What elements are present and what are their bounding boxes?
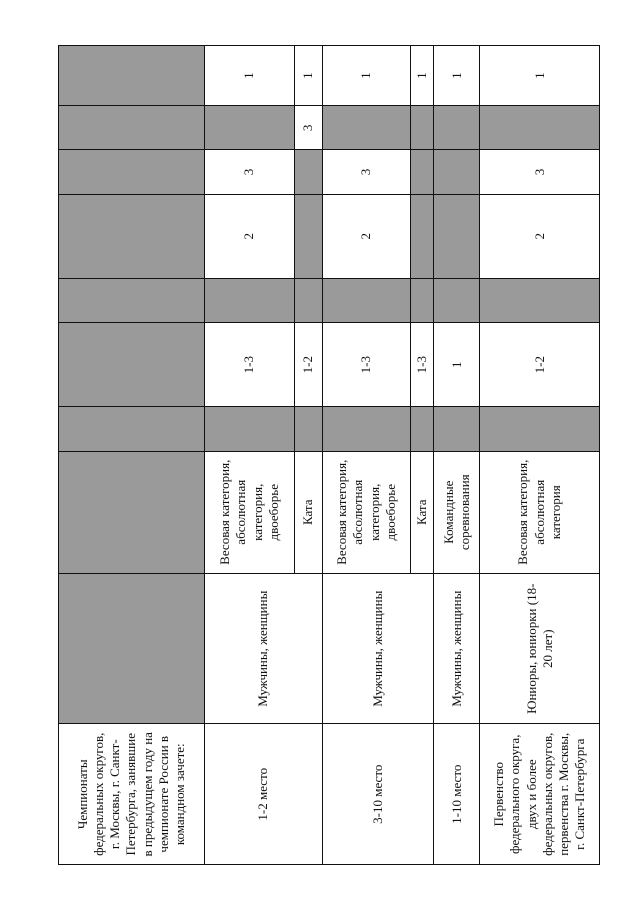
shaded-cell <box>480 278 600 322</box>
shaded-cell <box>295 407 323 451</box>
competition-table <box>58 45 600 865</box>
shaded-cell <box>480 106 600 150</box>
rotated-table-canvas <box>58 45 596 865</box>
value-cell: 3 <box>295 106 323 150</box>
shaded-cell <box>295 278 323 322</box>
discipline-cell: Командные соревнования <box>434 451 480 573</box>
group-cell: Мужчины, женщины <box>434 573 480 724</box>
discipline-cell: Весовая категория, абсолютная категория, двоеборье <box>205 451 295 573</box>
value-cell: 1 <box>205 46 295 106</box>
table-row <box>480 46 600 865</box>
shaded-cell <box>59 150 205 194</box>
shaded-cell <box>411 194 434 278</box>
value-cell: 1 <box>295 46 323 106</box>
shaded-cell <box>323 106 411 150</box>
shaded-cell <box>323 278 411 322</box>
shaded-cell <box>480 407 600 451</box>
value-cell: 1-3 <box>411 323 434 407</box>
group-cell: Юниоры, юниорки (18-20 лет) <box>480 573 600 724</box>
table-row <box>434 46 480 865</box>
shaded-cell <box>434 407 480 451</box>
value-cell: 2 <box>323 194 411 278</box>
section-header-row <box>59 46 205 865</box>
shaded-cell <box>205 407 295 451</box>
value-cell: 1 <box>434 323 480 407</box>
place-cell: 3-10 место <box>323 724 434 865</box>
shaded-cell <box>411 278 434 322</box>
group-cell: Мужчины, женщины <box>205 573 323 724</box>
shaded-cell <box>205 106 295 150</box>
value-cell: 2 <box>480 194 600 278</box>
value-cell: 3 <box>480 150 600 194</box>
shaded-cell <box>434 106 480 150</box>
discipline-cell: Весовая категория, абсолютная категория <box>480 451 600 573</box>
shaded-cell <box>59 573 205 724</box>
place-cell: 1-2 место <box>205 724 323 865</box>
shaded-cell <box>411 150 434 194</box>
shaded-cell <box>59 194 205 278</box>
place-cell: Первенство федерального округа, двух и более федеральных округов, первенства г. Москвы, г. Санкт-Петербурга <box>480 724 600 865</box>
value-cell: 1-3 <box>205 323 295 407</box>
value-cell: 1-2 <box>295 323 323 407</box>
shaded-cell <box>59 323 205 407</box>
discipline-cell: Весовая категория, абсолютная категория, двоеборье <box>323 451 411 573</box>
value-cell: 1-2 <box>480 323 600 407</box>
shaded-cell <box>434 194 480 278</box>
shaded-cell <box>411 407 434 451</box>
discipline-cell: Ката <box>295 451 323 573</box>
value-cell: 2 <box>205 194 295 278</box>
shaded-cell <box>295 150 323 194</box>
value-cell: 3 <box>205 150 295 194</box>
shaded-cell <box>434 278 480 322</box>
group-cell: Мужчины, женщины <box>323 573 434 724</box>
shaded-cell <box>323 407 411 451</box>
shaded-cell <box>411 106 434 150</box>
discipline-cell: Ката <box>411 451 434 573</box>
shaded-cell <box>59 46 205 106</box>
value-cell: 1 <box>480 46 600 106</box>
shaded-cell <box>59 407 205 451</box>
shaded-cell <box>205 278 295 322</box>
value-cell: 1 <box>411 46 434 106</box>
shaded-cell <box>434 150 480 194</box>
shaded-cell <box>59 278 205 322</box>
place-cell: 1-10 место <box>434 724 480 865</box>
value-cell: 1 <box>323 46 411 106</box>
shaded-cell <box>295 194 323 278</box>
shaded-cell <box>59 106 205 150</box>
section-title: Чемпионаты федеральных округов, г. Москвы, г. Санкт-Петербурга, занявшие в предыдущем году на чемпионате России в командном зачете: <box>59 724 205 865</box>
table-row <box>323 46 411 865</box>
value-cell: 3 <box>323 150 411 194</box>
shaded-cell <box>59 451 205 573</box>
value-cell: 1 <box>434 46 480 106</box>
table-row <box>205 46 295 865</box>
document-sheet <box>58 45 601 870</box>
value-cell: 1-3 <box>323 323 411 407</box>
